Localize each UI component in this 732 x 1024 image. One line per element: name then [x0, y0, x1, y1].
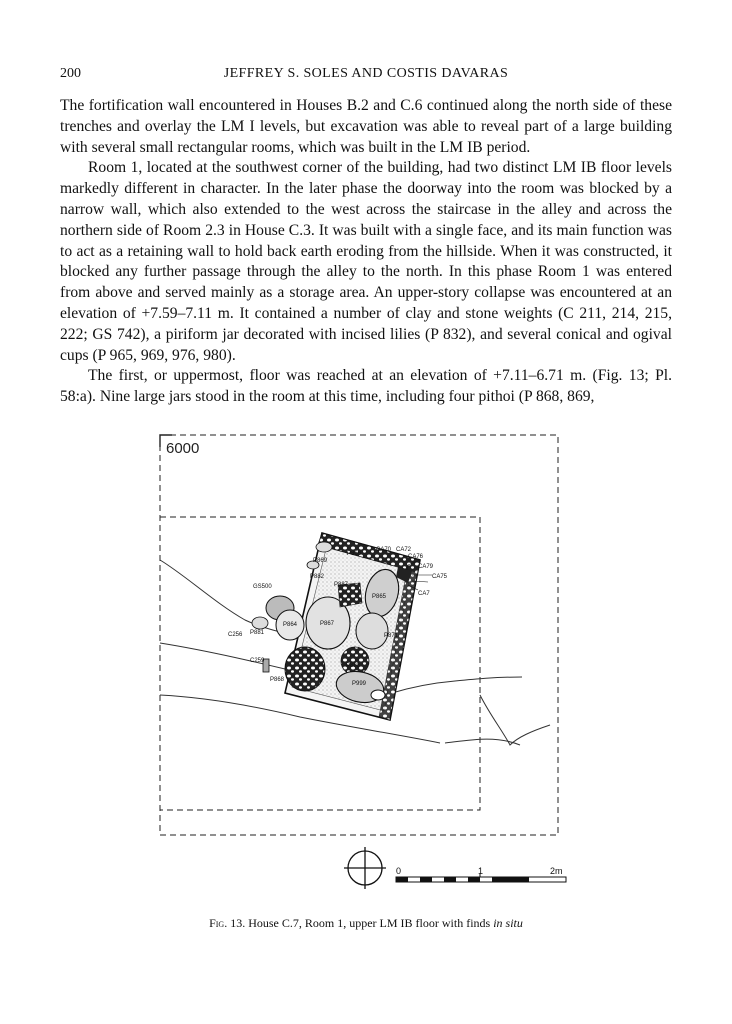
label-c259: C259 [250, 658, 265, 664]
caption-label: Fig. 13. [209, 916, 246, 930]
label-ca76: CA76 [408, 554, 424, 560]
plan-drawing [150, 425, 580, 890]
label-c256: C256 [228, 632, 243, 638]
north-compass [344, 847, 386, 889]
figure-caption [0, 916, 732, 931]
caption-italic: in situ [493, 916, 523, 930]
bedrock-lower-west [160, 695, 440, 743]
paragraph-3: The first, or uppermost, floor was reached at an elevation of +7.11–6.71 m. (Fig. 13; Pl. 58:a). Nine large jars stood in the room at this time, including four pithoi (P 868, 869, [60, 367, 672, 406]
bedrock-east [392, 677, 522, 693]
label-p883: P883 [346, 663, 361, 669]
label-ca75: CA75 [432, 574, 448, 580]
paragraph-1: The fortification wall encountered in Houses B.2 and C.6 continued along the north side of these trenches and overlay the LM I levels, but excavation was able to reveal part of a large building with several small rectangular rooms, which was built in the LM IB period. [60, 97, 672, 156]
label-p869: P869 [313, 558, 328, 564]
label-ca70: CA70 [376, 547, 392, 553]
label-ca7x: CA7 [418, 591, 430, 597]
label-p999: P999 [352, 681, 367, 687]
page-number: 200 [60, 66, 81, 81]
label-ca72: CA72 [396, 547, 412, 553]
label-p867: P867 [320, 621, 335, 627]
label-p865: P865 [372, 594, 387, 600]
scale-label-two: 2m [550, 866, 563, 876]
jar-p868 [285, 647, 325, 691]
jar-p999-rim [371, 690, 385, 700]
cups-p869 [316, 542, 332, 552]
running-head: JEFFREY S. SOLES AND COSTIS DAVARAS [223, 66, 509, 81]
scale-bar [396, 866, 566, 882]
page-header [0, 66, 732, 86]
label-p881: P881 [250, 630, 265, 636]
caption-text: House C.7, Room 1, upper LM IB floor with finds [248, 916, 491, 930]
jar-p881 [252, 617, 268, 629]
label-p868: P868 [270, 677, 285, 683]
label-p887: P887 [334, 582, 349, 588]
label-p871: P871 [384, 633, 399, 639]
label-p882: P882 [310, 574, 325, 580]
label-gs500: GS500 [253, 584, 272, 590]
scale-label-one: 1 [478, 866, 484, 876]
body-text [60, 96, 672, 408]
label-p864: P864 [283, 622, 298, 628]
label-p866: P866 [347, 551, 362, 557]
scale-label-zero: 0 [396, 866, 402, 876]
bedrock-east-mass [480, 695, 550, 745]
grid-label: 6000 [166, 440, 200, 457]
figure-13-plan [150, 425, 580, 890]
paragraph-2: Room 1, located at the southwest corner of the building, had two distinct LM IB floor levels markedly different in character. In the later phase the doorway into the room was blocked by a narrow wall, which also extended to the west across the staircase in the alley and across the northern side of Room 2.3 in House C.3. It was built with a single face, and its main function was to act as a retaining wall to hold back earth eroding from the hillside. When it was constructed, it blocked any further passage through the alley to the north. In this phase Room 1 was entered from above and served mainly as a storage area. An upper-story collapse was encountered at an elevation of +7.59–7.11 m. It contained a number of clay and stone weights (C 211, 214, 215, 222; GS 742), a piriform jar decorated with incised lilies (P 832), and several conical and ogival cups (P 965, 969, 976, 980). [60, 159, 672, 364]
jar-p871 [356, 613, 388, 649]
jar-p883 [341, 647, 369, 675]
label-ca79: CA79 [418, 564, 434, 570]
